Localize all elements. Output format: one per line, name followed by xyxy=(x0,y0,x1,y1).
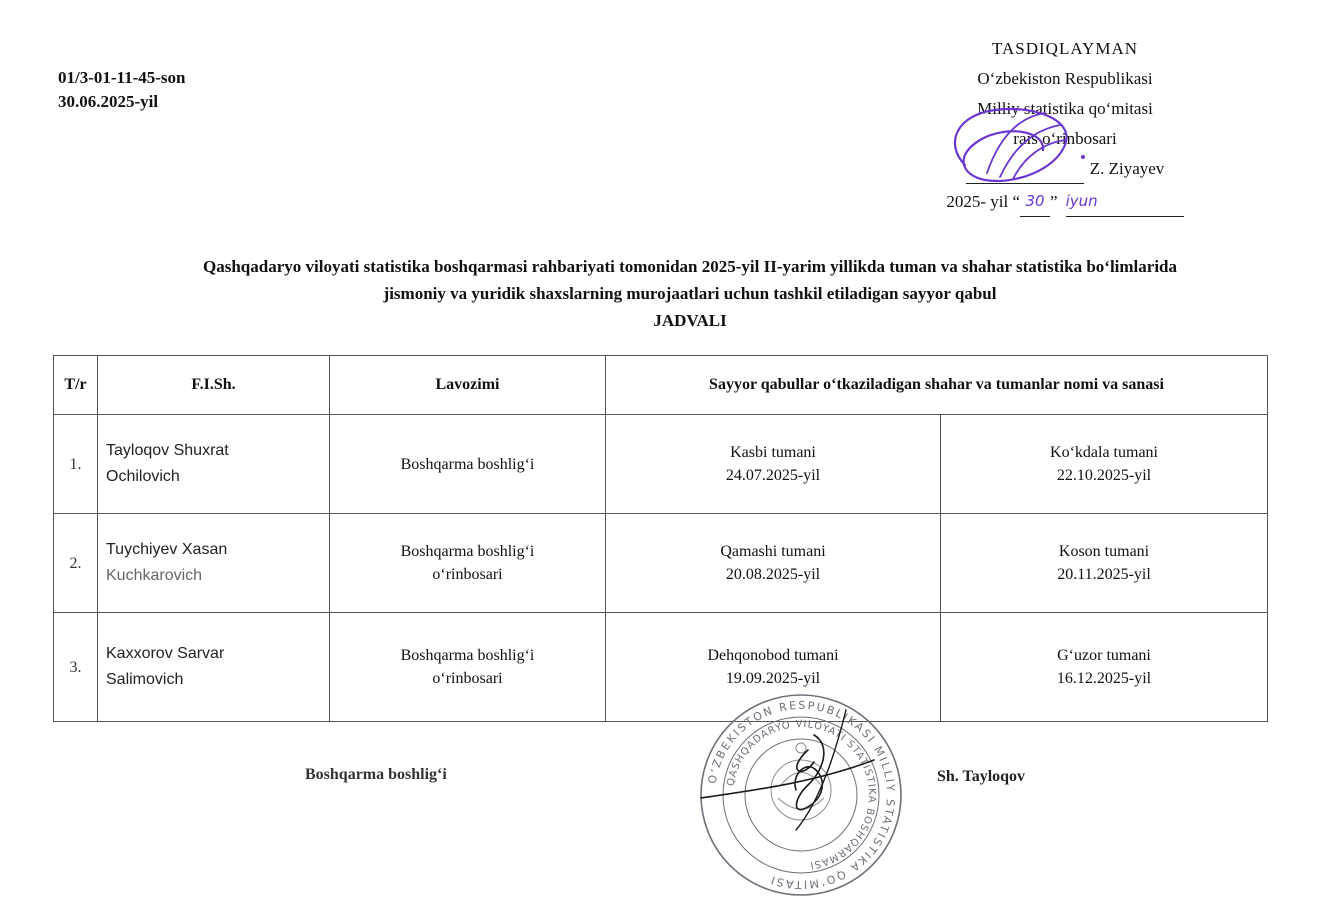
row-location-2 xyxy=(941,514,1268,613)
table-row xyxy=(54,613,1268,722)
row-position-line1: Boshqarma boshlig‘i xyxy=(400,543,535,560)
row-name-line2: Salimovich xyxy=(106,671,184,688)
location-name: Dehqonobod tumani xyxy=(707,647,839,664)
row-location-2 xyxy=(941,613,1268,722)
reference-number: 01/3-01-11-45-son xyxy=(58,68,186,87)
location-date: 16.12.2025-yil xyxy=(1056,670,1152,687)
approval-date-prefix: 2025- yil “ xyxy=(946,192,1021,211)
stamp-inner-text: QASHQADARYO VILOYATI STATISTIKA BOSHQARMASI xyxy=(725,718,878,871)
row-name-line2: Ochilovich xyxy=(106,468,180,485)
approval-date-quote: ” xyxy=(1050,192,1058,211)
row-position-line2: o‘rinbosari xyxy=(432,566,503,583)
header-position: Lavozimi xyxy=(330,356,606,415)
row-position xyxy=(330,514,606,613)
reference-date: 30.06.2025-yil xyxy=(58,92,159,111)
row-name-line1: Kaxxorov Sarvar xyxy=(106,645,225,662)
location-date: 20.11.2025-yil xyxy=(1057,566,1151,583)
row-position xyxy=(330,415,606,514)
row-location-1 xyxy=(606,415,941,514)
row-name xyxy=(98,415,330,514)
location-date: 19.09.2025-yil xyxy=(725,670,821,687)
location-name: Kasbi tumani xyxy=(730,444,816,461)
approval-org-line1: O‘zbekiston Respublikasi xyxy=(977,69,1153,88)
header-num: T/r xyxy=(54,356,98,415)
location-name: Ko‘kdala tumani xyxy=(1050,444,1158,461)
location-name: Koson tumani xyxy=(1058,543,1150,560)
approval-date-month: iyun xyxy=(1066,186,1184,217)
row-num: 1. xyxy=(54,415,98,514)
row-position-line2: o‘rinbosari xyxy=(432,670,503,687)
row-num: 3. xyxy=(54,613,98,722)
table-row xyxy=(54,514,1268,613)
header-locations: Sayyor qabullar o‘tkaziladigan shahar va tumanlar nomi va sanasi xyxy=(606,356,1268,415)
row-name-line1: Tuychiyev Xasan xyxy=(106,541,228,558)
row-name-line1: Tayloqov Shuxrat xyxy=(106,442,229,459)
location-date: 24.07.2025-yil xyxy=(725,467,821,484)
approval-signer: Z. Ziyayev xyxy=(1089,159,1165,178)
row-position-line1: Boshqarma boshlig‘i xyxy=(400,647,535,664)
approval-org-line2: Milliy statistika qo‘mitasi xyxy=(977,99,1153,118)
title-line3: JADVALI xyxy=(653,311,727,330)
approval-position: rais o‘rinbosari xyxy=(1013,129,1117,148)
title-line2: jismoniy va yuridik shaxslarning murojaatlari uchun tashkil etiladigan sayyor qabul xyxy=(383,284,997,303)
table-row xyxy=(54,415,1268,514)
document-title xyxy=(60,253,1320,334)
row-name-line2: Kuchkarovich xyxy=(106,567,203,584)
row-num: 2. xyxy=(54,514,98,613)
location-date: 22.10.2025-yil xyxy=(1056,467,1152,484)
svg-text:QASHQADARYO VILOYATI STATISTIK xyxy=(726,719,878,871)
title-line1: Qashqadaryo viloyati statistika boshqarmasi rahbariyati tomonidan 2025-yil II-yarim yillikda tuman va shahar statistika bo‘limlarida xyxy=(203,257,1177,276)
location-name: G‘uzor tumani xyxy=(1057,647,1151,664)
row-location-2 xyxy=(941,415,1268,514)
official-stamp-icon xyxy=(696,690,906,900)
location-date: 20.08.2025-yil xyxy=(725,566,821,583)
header-name: F.I.Sh. xyxy=(98,356,330,415)
approval-signature-scribble-icon xyxy=(925,95,1095,205)
row-location-1 xyxy=(606,514,941,613)
row-name xyxy=(98,514,330,613)
footer-role: Boshqarma boshlig‘i xyxy=(305,766,447,783)
document-reference xyxy=(58,66,186,114)
table-header-row xyxy=(54,356,1268,415)
row-position-line1: Boshqarma boshlig‘i xyxy=(400,455,535,473)
stamp-outer-text: O‘ZBEKISTON RESPUBLIKASI MILLIY STATISTIKA QO‘MITASI xyxy=(705,698,898,892)
row-position xyxy=(330,613,606,722)
location-name: Qamashi tumani xyxy=(720,543,826,560)
row-name xyxy=(98,613,330,722)
footer-name: Sh. Tayloqov xyxy=(937,768,1026,785)
approval-date-day: 30 xyxy=(1020,186,1050,217)
approval-heading: TASDIQLAYMAN xyxy=(991,39,1139,58)
schedule-table xyxy=(53,355,1268,722)
